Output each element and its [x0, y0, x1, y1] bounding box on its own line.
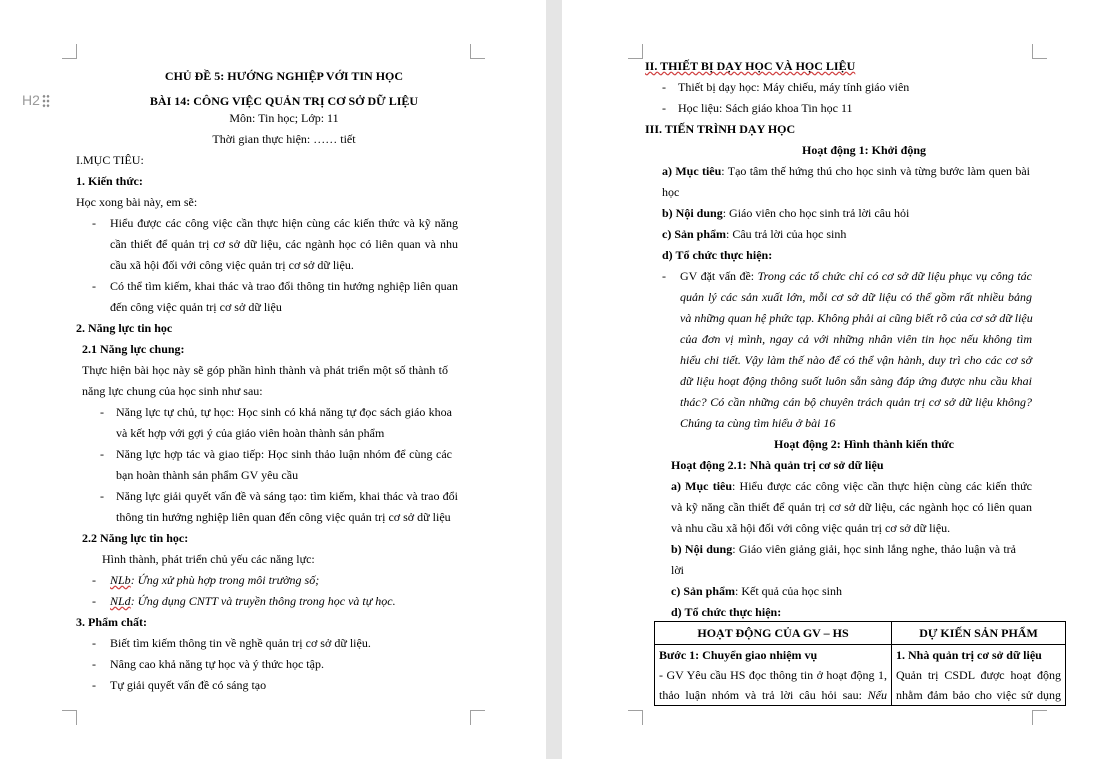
subject-line: Môn: Tin học; Lớp: 11: [229, 111, 339, 125]
activity-table: [654, 621, 1066, 706]
heading-style-tag[interactable]: H2: [22, 92, 40, 108]
bullet-dash: -: [662, 80, 666, 94]
section-heading: I.MỤC TIÊU:: [76, 153, 144, 167]
topic-title: CHỦ ĐỀ 5: HƯỚNG NGHIỆP VỚI TIN HỌC: [164, 69, 404, 83]
paragraph: và nhu cầu xã hội đối với công việc quản trị cơ sở dữ liệu.: [671, 521, 951, 535]
document-page-left: [0, 0, 546, 759]
bullet-text: dữ liệu hoạt động thông suốt luôn sẵn sàng đáp ứng được nhu cầu khai: [680, 374, 1032, 388]
paragraph: a) Mục tiêu: Hiểu được các công việc cần thực hiện cùng các kiến thức: [671, 479, 1033, 493]
paragraph: c) Sản phẩm: Kết quả của học sinh: [671, 584, 842, 598]
bullet-text: Có thể tìm kiếm, khai thác và trao đổi thông tin hướng nghiệp liên quan: [110, 279, 458, 293]
bullet-text: cầu xã hội đối với công việc quản trị cơ sở dữ liệu.: [110, 258, 354, 272]
bullet-text: và kết hợp với gợi ý của giáo viên hoàn thành sản phẩm: [116, 426, 385, 440]
paragraph: Thực hiện bài học này sẽ góp phần hình thành và phát triển một số thành tố: [82, 363, 448, 377]
bullet-text: quản lý các sản xuất lớn, mỗi cơ sở dữ liệu có thể gồm rất nhiều bảng: [680, 290, 1032, 304]
bullet-text: Năng lực giải quyết vấn đề và sáng tạo: tìm kiếm, khai thác và trao đổi: [116, 489, 458, 503]
paragraph: năng lực chung của học sinh như sau:: [82, 384, 263, 398]
subsection-heading: 2.2 Năng lực tin học:: [82, 531, 189, 545]
bullet-dash: -: [100, 405, 104, 419]
table-header-row: [655, 622, 1066, 645]
cell-text: thảo luận nhóm và trả lời câu hỏi sau: Nếu: [659, 688, 887, 702]
bullet-text: đến công việc quản trị cơ sở dữ liệu: [110, 300, 282, 314]
bullet-dash: -: [92, 573, 96, 587]
bullet-text: Tự giải quyết vấn đề có sáng tạo: [110, 678, 267, 692]
table-cell: [655, 645, 892, 706]
bullet-text: và những quan hệ phức tạp. Không phải ai cũng biết rõ của cơ sở dữ liệu: [680, 311, 1033, 325]
subsection-heading: 2.1 Năng lực chung:: [82, 342, 185, 356]
cell-text: Quản trị CSDL được hoạt động: [896, 668, 1061, 682]
bullet-dash: -: [100, 447, 104, 461]
bullet-text: GV đặt vấn đề: Trong các tổ chức chỉ có cơ sở dữ liệu phục vụ công tác: [680, 269, 1032, 283]
bullet-text: Chúng ta cùng tìm hiểu ở bài 16: [680, 416, 836, 430]
bullet-text: bạn hoàn thành sản phẩm GV yêu cầu: [116, 468, 299, 482]
margin-marker: [470, 44, 485, 59]
paragraph: d) Tổ chức thực hiện:: [662, 248, 773, 262]
table-row: [655, 645, 1066, 706]
margin-marker: [62, 44, 77, 59]
bullet-text: thông tin hướng nghiệp liên quan đến công việc quản trị cơ sở dữ liệu: [116, 510, 451, 524]
margin-marker: [1032, 710, 1047, 725]
duration-line: Thời gian thực hiện: …… tiết: [212, 132, 356, 146]
margin-marker: [62, 710, 77, 725]
bullet-text: Biết tìm kiếm thông tin về nghề quản trị cơ sở dữ liệu.: [110, 636, 371, 650]
product-title: 1. Nhà quản trị cơ sở dữ liệu: [896, 648, 1042, 662]
bullet-dash: -: [92, 216, 96, 230]
step-title: Bước 1: Chuyển giao nhiệm vụ: [659, 648, 818, 662]
activity-title: Hoạt động 2: Hình thành kiến thức: [774, 437, 954, 451]
paragraph: học: [662, 185, 680, 199]
bullet-text: Thiết bị dạy học: Máy chiếu, máy tính giáo viên: [678, 80, 910, 94]
cell-text: - GV Yêu cầu HS đọc thông tin ở hoạt động 1,: [659, 668, 887, 682]
paragraph: lời: [671, 563, 685, 577]
section-heading: III. TIẾN TRÌNH DẠY HỌC: [645, 122, 796, 136]
bullet-dash: -: [662, 269, 666, 283]
bullet-dash: -: [100, 489, 104, 503]
bullet-text: Học liệu: Sách giáo khoa Tin học 11: [678, 101, 853, 115]
bullet-text: NLb: Ứng xử phù hợp trong môi trường số;: [110, 573, 320, 587]
table-header: DỰ KIẾN SẢN PHẨM: [892, 622, 1066, 645]
table-header: HOẠT ĐỘNG CỦA GV – HS: [655, 622, 892, 645]
paragraph: b) Nội dung: Giáo viên cho học sinh trả lời câu hỏi: [662, 206, 910, 220]
bullet-dash: -: [92, 636, 96, 650]
bullet-text: Năng lực tự chủ, tự học: Học sinh có khả năng tự đọc sách giáo khoa: [116, 405, 452, 419]
subsection-heading: 1. Kiến thức:: [76, 174, 143, 188]
bullet-text: của đơn vị mình, ngay cả với những nhân viên tin học nếu không tìm: [680, 332, 1032, 346]
lesson-title: BÀI 14: CÔNG VIỆC QUẢN TRỊ CƠ SỞ DỮ LIỆU: [149, 94, 419, 108]
bullet-dash: -: [92, 678, 96, 692]
paragraph: và kỹ năng cần thiết để quản trị cơ sở dữ liệu, các ngành học có liên quan: [671, 500, 1032, 514]
drag-handle-icon[interactable]: [42, 94, 50, 108]
subsection-heading: 2. Năng lực tin học: [76, 321, 173, 335]
bullet-dash: -: [92, 657, 96, 671]
cell-text: nhằm đảm bảo cho việc sử dụng: [896, 688, 1061, 702]
bullet-text: Nâng cao khả năng tự học và ý thức học tập.: [110, 657, 324, 671]
bullet-text: cần thiết để quản trị cơ sở dữ liệu, các ngành học có liên quan và nhu: [110, 237, 458, 251]
paragraph: Học xong bài này, em sẽ:: [76, 195, 198, 209]
margin-marker: [628, 710, 643, 725]
activity-subtitle: Hoạt động 2.1: Nhà quản trị cơ sở dữ liệu: [671, 458, 884, 472]
margin-marker: [470, 710, 485, 725]
margin-marker: [1032, 44, 1047, 59]
paragraph: c) Sản phẩm: Câu trả lời của học sinh: [662, 227, 847, 241]
bullet-text: Năng lực hợp tác và giao tiếp: Học sinh thảo luận nhóm để cùng các: [116, 447, 452, 461]
table-cell: [892, 645, 1066, 706]
competence-code: NLb: [110, 573, 131, 587]
bullet-dash: -: [92, 594, 96, 608]
paragraph: Hình thành, phát triển chủ yếu các năng lực:: [102, 552, 315, 566]
paragraph: d) Tổ chức thực hiện:: [671, 605, 782, 619]
paragraph: a) Mục tiêu: Tạo tâm thế hứng thú cho học sinh và từng bước làm quen bài: [662, 164, 1030, 178]
bullet-dash: -: [662, 101, 666, 115]
section-heading: II. THIẾT BỊ DẠY HỌC VÀ HỌC LIỆU: [645, 59, 856, 73]
bullet-dash: -: [92, 279, 96, 293]
margin-marker: [628, 44, 643, 59]
paragraph: b) Nội dung: Giáo viên giảng giải, học sinh lắng nghe, thảo luận và trả: [671, 542, 1017, 556]
bullet-text: NLd: Ứng dụng CNTT và truyền thông trong học và tự học.: [110, 594, 396, 608]
bullet-text: hiểu chi tiết. Vậy làm thế nào để có thể vận hành, duy trì cho các cơ sở: [680, 353, 1032, 367]
competence-code: NLd: [110, 594, 131, 608]
activity-title: Hoạt động 1: Khởi động: [801, 143, 926, 157]
bullet-text: thác? Có cần những cán bộ chuyên trách quản trị cơ sở dữ liệu không?: [680, 395, 1032, 409]
subsection-heading: 3. Phẩm chất:: [76, 615, 147, 629]
bullet-text: Hiểu được các công việc cần thực hiện cùng các kiến thức và kỹ năng: [110, 216, 458, 230]
